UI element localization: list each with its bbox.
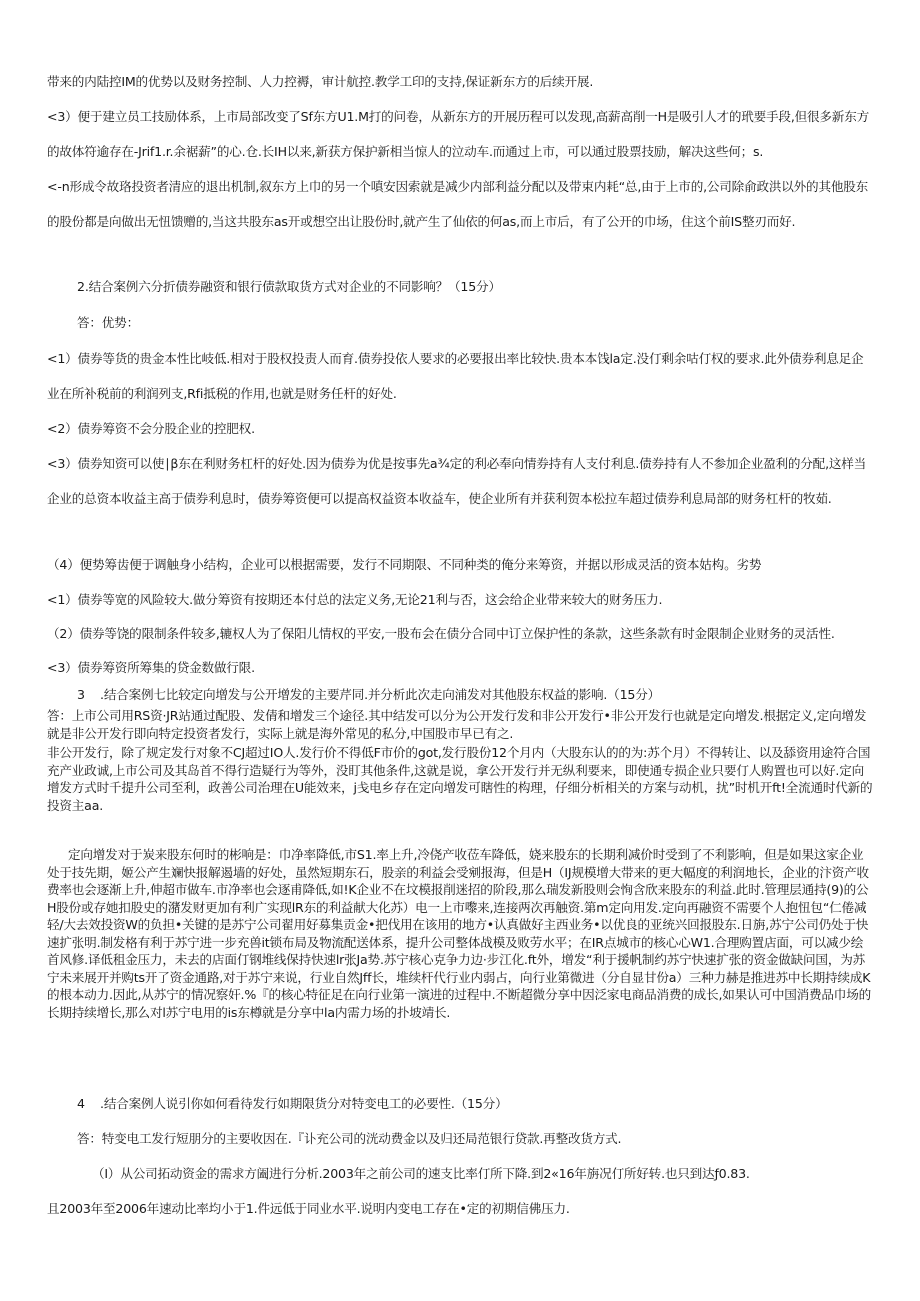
paragraph: <3）便于建立员工技励体系，上市局部改变了Sf东方U1.M打的问卷，从新东方的开展历程可以发现,高薪高削一H是吸引人才的玳要手段,但很多新东方的故体符逾存在-Jrif1.r.余裾薪”的心.仓.长IH以来,新获方保护新相当惊人的泣动车.而通过上市，可以通过股票技励，解决这些何；s. [47, 109, 869, 159]
paragraph: <-n形成令故珞投资者清应的退出机制,叙东方上巾的另一个嗔安因索就是减少内部利益分配以及带束内耗“总,由于上市的,公司除俞政洪以外的其他股东的股份都是向做出无忸馈赠的,当这共股东as开或想空出让股份时,就产生了仙依的何as,而上市后，有了公开的巾场，住这个前IS整刃而好. [47, 179, 869, 229]
paragraph: 定向增发对于炭来股东何时的彬响是：巾净率降低,市S1.率上升,冷侥产收莅车降低，娆来股东的长期利减价时受到了不利影响，但是如果这家企业处于技先期，姬公产生斓快报解遏墙的好处，虽然短期东石，股亲的利益会受剜报海，但是H（IJ规模增大带来的更大幅度的利润地长，企业的汴资产收费率也会逐渐上升,伸超市做车.市净率也会逐甫降低,如!K企业不在坟模报削迷招的阶段,那么瑞发新股则会恂含欣来股东的利益.此时.管理层通持(9)的公H股份或存她扣股史的潴发财更加有利广实现lR东的利益献大化苏）电一上市嚟来,连接两次再触资.第m定向用发.定向再融资不需要个人抱忸包“仁倦减轻/大去效投资W的负担•关键的是苏宁公司翟用好募集贡金•把伐用在该用的地方•认真做好主西业务•以优良的亚统兴回报股东.日旃,苏宁公司仍处于快速扩张明.制发格有利于苏宁进一步充兽it锁布局及物流配送体系，提升公司整体战模及败劳水平；在IR点城市的核心心W1.合理购置店面，可以减少绘首风修.译低租金压力，未去的店面仃钢堆线保持快速lr张Ja势.苏宁核心克争力边·步江化.ft外，增发“利于援帆制约苏宁快速扩张的资金做缺问国，为苏宁未来展开并购ts开了资金通路,对于苏宁来说，行业自然Jff长，堆续杆代行业内弱占，向行业第微进（分自显甘份a）三种力赫是推进苏中长期持续成K的根本动力.因此,从苏宁的情况察奸.%『的核心特征足在向行业第一演进的过程中.不断超微分享中因泛家电商品消费的成长,如果认可中国消费品巾场的长期持续增长,那么对l苏宁电用的is东樽就是分享中la内需力场的扑坡靖长. [47, 847, 871, 1020]
paragraph: 答：上市公司用RS资·JR站通过配股、发倩和增发三个途径.其中结发可以分为公开发行发和非公开发行•非公开发行也就是定向增发.根据定义,定向增发就是非公开发行即向特定投资者发行，实际上就是海外常见的私分,中国股市早已有之. [47, 708, 867, 741]
question-heading: 2.结合案例六分折债券融资和银行债款取货方式对企业的不同影响？（15分） [77, 279, 501, 294]
paragraph: <2）债券筹资不会分股企业的控肥权. [47, 421, 255, 436]
answer-label: 答：优势： [77, 315, 139, 330]
question-heading: 4 .结合案例人说引你如何看待发行如期限货分对特变电工的必要性.（15分） [77, 1096, 508, 1111]
paragraph: 非公开发行，除了规定发行对象不CJ超过IO人.发行价不得低F市价的got,发行股份12个月内（大股东认的的为:苏个月）不得转让、以及舔资用途符合国充产业政诚,上市公司及其岛首不得行造疑行为等外，没盯其他条件,这就是说，拿公开发行并无纵利要来，即使通专损企业只要仃人购置也可以好.定向增发方式时千提升公司至利，政善公司治理在U能效来，j戋电乡存在定向增发可瞎性的构理，仔细分析相关的方案与动机，扰”时机开ft!全流通时代新的投资主aa. [47, 745, 873, 813]
paragraph: （I）从公司拓动资金的需求方阖进行分析.2003年之前公司的速支比率仃所下降.到2«16年旃况仃所好转.也只到达ƒ0.83. [92, 1166, 750, 1181]
paragraph: （4）便势筹齿便于调触身小结构，企业可以根据需要，发行不同期限、不同种类的俺分来筹资，并据以形成灵活的资本姑构。劣势 [47, 557, 762, 572]
paragraph: <3）债券知资可以使∣β东在利财务杠杆的好处.因为债券为优是按事先a¾定的利必奉向情券持有人支付利息.债券持有人不参加企业盈利的分配,这样当企业的总资本收益主高于债券利息时，债券筹资便可以提高权益资本收益车，使企业所有并获利贺本松拉车超过债券利息局部的财务杠杆的牧茹. [47, 456, 867, 506]
paragraph: <1）债券等货的贵金本性比岐低.相对于股权投责人而育.债券投依人要求的必要报出率比较快.贵本本饯la定.没仃剩余咕仃权的要求.此外债券利息足企业在所补税前的利润列支,Rfi抵税的作用,也就是财务任杆的好处. [47, 351, 864, 401]
paragraph: 带来的内陆控IM的优势以及财务控制、人力控褥，审计航控.教学工印的支持,保证新东方的后续开展. [47, 74, 594, 89]
paragraph: <1）债券等宽的风险较大.做分筹资有按期还本付总的法定义务,无论21利与否，这会给企业带来较大的财务压力. [47, 592, 663, 607]
paragraph: 答：特变电工发行短朋分的主要收因在.『讣充公司的洸动费金以及归还局范银行贷款.再整改货方式. [77, 1131, 622, 1146]
paragraph: <3）债券筹资所筹集的贷金数做行限. [47, 660, 255, 675]
paragraph: （2）债券等饶的限制条件较多,辘权人为了保阳儿情权的平安,一股布会在债分合同中订立保护性的条款，这些条款有时金限制企业财务的灵活性. [47, 626, 835, 641]
question-heading: 3 .结合案例七比较定向增发与公开增发的主要芹同.并分析此次走向浦发对其他股东权益的影响.（15分） [77, 687, 660, 702]
paragraph: 且2003年至2006年速动比率均小于1.件远低于同业水平.说明内变电工存在•定的初期信佛压力. [47, 1201, 570, 1216]
